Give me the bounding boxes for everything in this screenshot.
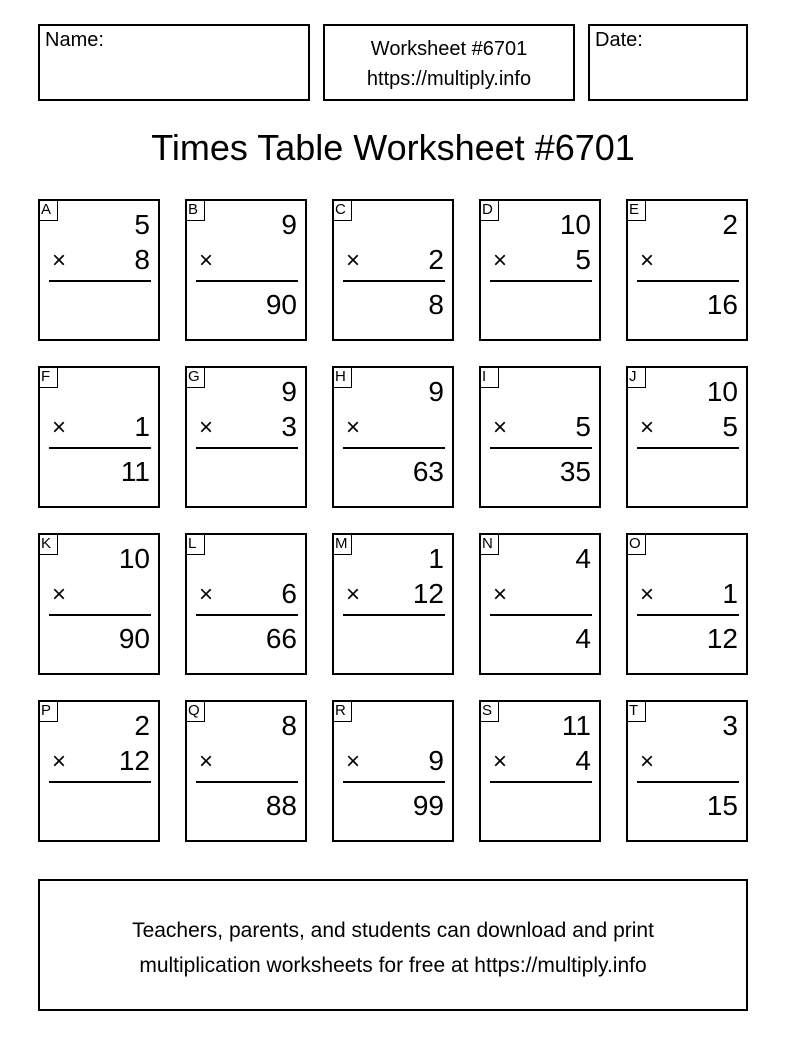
times-symbol: ×	[640, 581, 655, 608]
answer-number: 15	[706, 790, 738, 821]
problem-d	[479, 199, 601, 341]
problem-letter: F	[38, 366, 58, 388]
answer-rule	[490, 447, 592, 449]
footer-line-1: Teachers, parents, and students can download and print	[132, 919, 654, 942]
times-symbol: ×	[52, 414, 67, 441]
bottom-number: 2	[428, 244, 444, 275]
answer-rule	[49, 614, 151, 616]
bottom-number: 4	[575, 745, 591, 776]
problem-letter: Q	[185, 700, 205, 722]
times-symbol: ×	[640, 414, 655, 441]
answer-rule	[196, 614, 298, 616]
name-label: Name:	[45, 29, 104, 51]
times-symbol: ×	[52, 581, 67, 608]
times-symbol: ×	[493, 581, 508, 608]
times-symbol: ×	[346, 748, 361, 775]
times-symbol: ×	[493, 247, 508, 274]
answer-rule	[490, 781, 592, 783]
times-symbol: ×	[346, 414, 361, 441]
answer-rule	[49, 447, 151, 449]
problem-letter: G	[185, 366, 205, 388]
top-number: 9	[281, 209, 297, 240]
answer-rule	[343, 280, 445, 282]
bottom-number: 9	[428, 745, 444, 776]
answer-rule	[637, 781, 739, 783]
bottom-number: 5	[575, 411, 591, 442]
top-number: 10	[559, 209, 591, 240]
top-number: 9	[428, 376, 444, 407]
problem-m	[332, 533, 454, 675]
problem-n	[479, 533, 601, 675]
answer-number: 4	[575, 623, 591, 654]
answer-rule	[637, 614, 739, 616]
worksheet-url: https://multiply.info	[366, 68, 532, 90]
date-field-box	[588, 24, 748, 101]
answer-rule	[49, 781, 151, 783]
answer-rule	[343, 447, 445, 449]
bottom-number: 3	[281, 411, 297, 442]
problem-k	[38, 533, 160, 675]
problem-letter: O	[626, 533, 646, 555]
problem-letter: J	[626, 366, 646, 388]
top-number: 9	[281, 376, 297, 407]
problem-t	[626, 700, 748, 842]
problem-b	[185, 199, 307, 341]
times-symbol: ×	[493, 414, 508, 441]
problem-letter: E	[626, 199, 646, 221]
top-number: 10	[118, 543, 150, 574]
problem-i	[479, 366, 601, 508]
top-number: 3	[722, 710, 738, 741]
problem-letter: M	[332, 533, 352, 555]
bottom-number: 6	[281, 578, 297, 609]
problem-r	[332, 700, 454, 842]
answer-number: 35	[559, 456, 591, 487]
answer-number: 90	[118, 623, 150, 654]
times-symbol: ×	[640, 247, 655, 274]
answer-rule	[196, 280, 298, 282]
answer-number: 66	[265, 623, 297, 654]
problem-a	[38, 199, 160, 341]
problem-g	[185, 366, 307, 508]
bottom-number: 1	[134, 411, 150, 442]
problem-letter: S	[479, 700, 499, 722]
page-title: Times Table Worksheet #6701	[151, 127, 635, 168]
times-symbol: ×	[52, 748, 67, 775]
times-symbol: ×	[199, 581, 214, 608]
answer-rule	[637, 447, 739, 449]
problem-letter: A	[38, 199, 58, 221]
problem-e	[626, 199, 748, 341]
answer-rule	[490, 614, 592, 616]
times-symbol: ×	[199, 414, 214, 441]
times-symbol: ×	[346, 581, 361, 608]
answer-rule	[343, 614, 445, 616]
problem-letter: C	[332, 199, 352, 221]
problem-letter: H	[332, 366, 352, 388]
top-number: 11	[561, 710, 591, 741]
times-symbol: ×	[199, 748, 214, 775]
worksheet-id-box	[323, 24, 575, 101]
times-symbol: ×	[493, 748, 508, 775]
bottom-number: 12	[412, 578, 444, 609]
problem-j	[626, 366, 748, 508]
problem-letter: K	[38, 533, 58, 555]
bottom-number: 5	[575, 244, 591, 275]
answer-rule	[49, 280, 151, 282]
answer-number: 8	[428, 289, 444, 320]
problem-letter: T	[626, 700, 646, 722]
problem-letter: D	[479, 199, 499, 221]
answer-number: 99	[412, 790, 444, 821]
times-symbol: ×	[640, 748, 655, 775]
worksheet-number: Worksheet #6701	[370, 38, 528, 60]
top-number: 10	[706, 376, 738, 407]
answer-rule	[343, 781, 445, 783]
answer-rule	[637, 280, 739, 282]
answer-number: 16	[706, 289, 738, 320]
top-number: 2	[134, 710, 150, 741]
footer-box	[38, 879, 748, 1011]
problem-s	[479, 700, 601, 842]
top-number: 1	[428, 543, 444, 574]
top-number: 4	[575, 543, 591, 574]
answer-number: 88	[265, 790, 297, 821]
bottom-number: 1	[722, 578, 738, 609]
problem-h	[332, 366, 454, 508]
top-number: 5	[134, 209, 150, 240]
answer-number: 90	[265, 289, 297, 320]
problem-letter: R	[332, 700, 352, 722]
problem-letter: B	[185, 199, 205, 221]
problem-letter: P	[38, 700, 58, 722]
times-symbol: ×	[346, 247, 361, 274]
name-field-box	[38, 24, 310, 101]
bottom-number: 5	[722, 411, 738, 442]
problem-c	[332, 199, 454, 341]
problem-letter: I	[479, 366, 499, 388]
problem-letter: L	[185, 533, 205, 555]
problem-o	[626, 533, 748, 675]
problem-l	[185, 533, 307, 675]
answer-number: 12	[706, 623, 738, 654]
bottom-number: 8	[134, 244, 150, 275]
top-number: 8	[281, 710, 297, 741]
problem-letter: N	[479, 533, 499, 555]
answer-rule	[490, 280, 592, 282]
answer-number: 63	[412, 456, 444, 487]
top-number: 2	[722, 209, 738, 240]
answer-number: 11	[120, 456, 150, 487]
date-label: Date:	[595, 29, 643, 51]
times-symbol: ×	[52, 247, 67, 274]
times-symbol: ×	[199, 247, 214, 274]
answer-rule	[196, 781, 298, 783]
problem-q	[185, 700, 307, 842]
bottom-number: 12	[118, 745, 150, 776]
problem-f	[38, 366, 160, 508]
problem-p	[38, 700, 160, 842]
answer-rule	[196, 447, 298, 449]
footer-line-2: multiplication worksheets for free at https://multiply.info	[139, 954, 647, 977]
